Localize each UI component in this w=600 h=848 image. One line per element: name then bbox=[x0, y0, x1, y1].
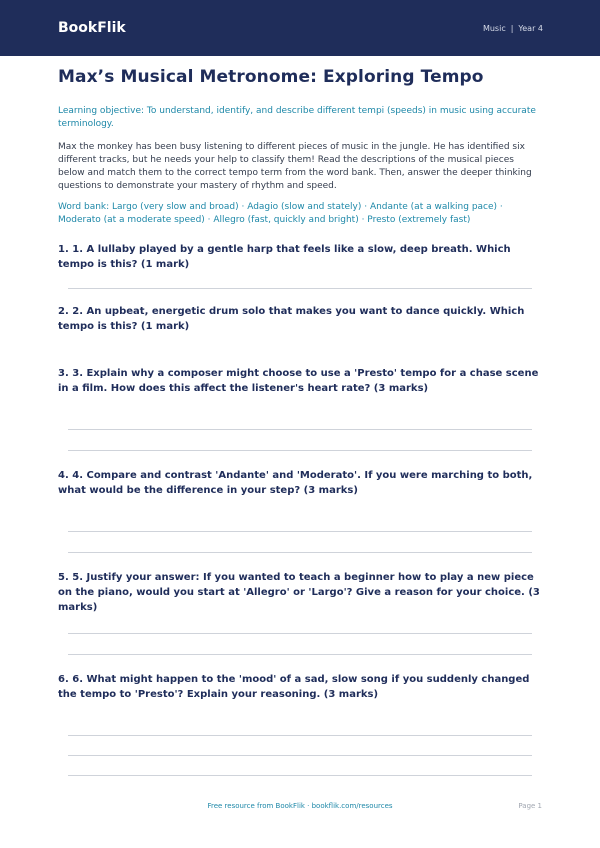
footer-resource-link[interactable]: Free resource from BookFlik · bookflik.com/resources bbox=[207, 802, 393, 810]
worksheet-intro bbox=[0, 67, 600, 227]
page-number: Page 1 bbox=[518, 802, 542, 810]
brand-logo[interactable]: BookFlik bbox=[58, 20, 126, 36]
question-2: 2. 2. An upbeat, energetic drum solo that makes you want to dance quickly. Which tempo is this? (1 mark) bbox=[58, 306, 525, 332]
question-1: 1. 1. A lullaby played by a gentle harp that feels like a slow, deep breath. Which tempo is this? (1 mark) bbox=[58, 244, 511, 270]
page-title: Max’s Musical Metronome: Exploring Tempo bbox=[58, 67, 484, 87]
subject-level bbox=[483, 24, 543, 33]
question-3: 3. 3. Explain why a composer might choose to use a 'Presto' tempo for a chase scene in a film. How does this affect the listener's heart rate? (3 marks) bbox=[58, 368, 539, 394]
meta-separator: | bbox=[510, 23, 514, 33]
subject-label: Music bbox=[482, 23, 506, 33]
intro-paragraph: Max the monkey has been busy listening to different pieces of music in the jungle. He has identified six different tracks, but he needs your help to classify them! Read the descriptions of the musical pieces below and match them to the correct tempo term from the word bank. Then, answer the deeper thinking questions to demonstrate your mastery of rhythm and speed. bbox=[58, 142, 532, 191]
question-5: 5. 5. Justify your answer: If you wanted to teach a beginner how to play a new piece on the piano, would you start at 'Allegro' or 'Largo'? Give a reason for your choice. (3 marks) bbox=[58, 572, 540, 613]
question-4: 4. 4. Compare and contrast 'Andante' and 'Moderato'. If you were marching to both, what would be the difference in your step? (3 marks) bbox=[58, 470, 533, 496]
answer-line[interactable] bbox=[68, 755, 532, 756]
answer-line[interactable] bbox=[68, 450, 532, 451]
answer-line[interactable] bbox=[68, 633, 532, 634]
level-label: Year 4 bbox=[518, 23, 543, 33]
answer-line[interactable] bbox=[68, 775, 532, 776]
answer-line[interactable] bbox=[68, 654, 532, 655]
word-bank: Word bank: Largo (very slow and broad) · Adagio (slow and stately) · Andante (at a walking pace) · Moderato (at a moderate speed) · Allegro (fast, quickly and bright) · Presto (extremely fast) bbox=[58, 202, 503, 225]
answer-line[interactable] bbox=[68, 288, 532, 289]
question-6: 6. 6. What might happen to the 'mood' of a sad, slow song if you suddenly changed the tempo to 'Presto'? Explain your reasoning. (3 marks) bbox=[58, 674, 530, 700]
page-header bbox=[0, 0, 600, 56]
answer-line[interactable] bbox=[68, 429, 532, 430]
answer-line[interactable] bbox=[68, 531, 532, 532]
answer-line[interactable] bbox=[68, 552, 532, 553]
page-footer bbox=[0, 802, 600, 814]
answer-line[interactable] bbox=[68, 735, 532, 736]
learning-objective: Learning objective: To understand, identify, and describe different tempi (speeds) in music using accurate terminology. bbox=[58, 106, 536, 129]
